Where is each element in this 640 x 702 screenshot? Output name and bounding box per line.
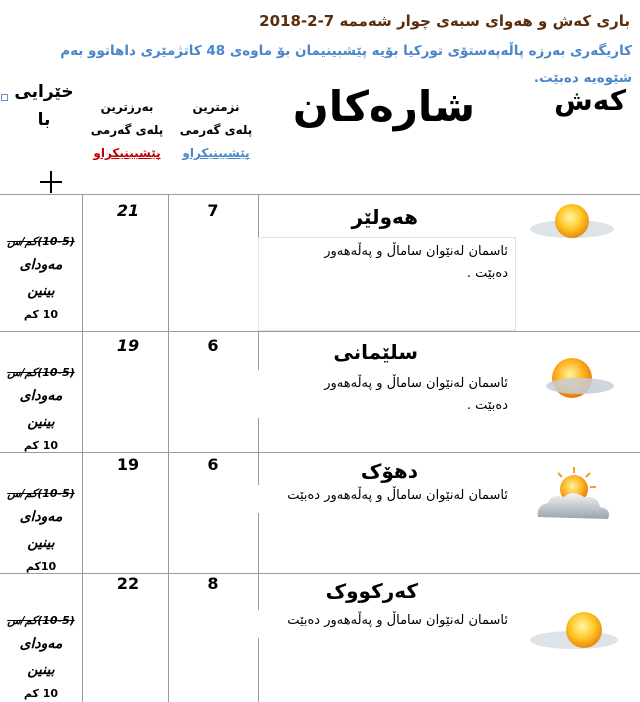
visibility-distance: 10 کم (23, 439, 59, 452)
city-name: سلێمانی (333, 340, 418, 364)
column-header-max-temp (88, 96, 166, 165)
description-line1: ئاسمان لەنێوان ساماڵ و پەڵەهەور (324, 376, 508, 391)
max-temp-value: 19 (116, 455, 140, 474)
weather-description (258, 370, 516, 418)
column-header-min-temp (178, 96, 254, 165)
visibility-label1: مەودای (19, 636, 63, 652)
row-divider (0, 194, 640, 195)
partly-cloudy-icon (528, 465, 620, 529)
visibility-distance: 10 کم (23, 308, 59, 321)
visibility-label2: بینین (27, 283, 55, 299)
wind-visibility (2, 614, 80, 700)
wind-visibility (2, 366, 80, 452)
weather-description (258, 610, 516, 638)
min-temp-value: 6 (207, 455, 219, 474)
row-divider (0, 573, 640, 574)
column-header-cities: شارەکان (292, 82, 475, 131)
min-temp-value: 7 (207, 201, 219, 220)
wind-range: (10-5)کم/س (7, 235, 75, 248)
row-divider (0, 452, 640, 453)
visibility-label1: مەودای (19, 388, 63, 404)
max-temp-value: 19 (116, 336, 140, 355)
wind-visibility (2, 235, 80, 321)
wind-line2: با (37, 110, 51, 130)
description-line2: دەبێت . (466, 398, 508, 413)
visibility-label2: بینین (27, 535, 55, 551)
plus-icon[interactable] (40, 171, 62, 193)
sun-haze-icon (530, 352, 620, 408)
min-temp-value: 8 (207, 574, 219, 593)
wind-range: (10-5)کم/س (7, 487, 75, 500)
min-temp-line3: پێشبینیکراو (182, 146, 250, 160)
city-name: دهۆک (360, 459, 418, 483)
column-header-wind (6, 78, 82, 134)
wind-visibility (2, 487, 80, 573)
min-temp-line1: نزمترین (192, 100, 240, 114)
page-subtitle: کاریگەری بەرزە پاڵەپەستۆی تورکیا بۆیە پێشبینیمان بۆ ماوەی 48 کاتژمێری داهاتوو بەم شێوەیە دەبێت. (60, 43, 632, 86)
wind-range: (10-5)کم/س (7, 366, 75, 379)
city-name: هەولێر (351, 205, 418, 229)
page-title: باری کەش و هەوای سبەی چوار شەممە 7-2-2018 (259, 12, 630, 30)
sun-icon (524, 197, 620, 247)
visibility-label2: بینین (27, 414, 55, 430)
max-temp-line2: پلەی گەرمی (90, 123, 164, 137)
city-name: کەرکووک (325, 579, 418, 603)
visibility-label1: مەودای (19, 257, 63, 273)
description-line1: ئاسمان لەنێوان ساماڵ و پەڵەهەور دەبێت (287, 613, 508, 628)
max-temp-value: 21 (116, 201, 140, 220)
max-temp-line3: پێشبینیکراو (93, 146, 161, 160)
visibility-distance: 10 کم (23, 687, 59, 700)
description-line2: دەبێت . (466, 266, 508, 281)
column-divider (168, 194, 169, 702)
weather-description (258, 485, 516, 513)
wind-line1: خێرایی (14, 82, 74, 102)
min-temp-value: 6 (207, 336, 219, 355)
min-temp-line2: پلەی گەرمی (179, 123, 253, 137)
weather-description (258, 237, 516, 331)
visibility-label1: مەودای (19, 509, 63, 525)
max-temp-line1: بەرزترین (100, 100, 154, 114)
column-header-weather: کەش (554, 84, 626, 117)
description-line1: ئاسمان لەنێوان ساماڵ و پەڵەهەور دەبێت (287, 488, 508, 503)
wind-range: (10-5)کم/س (7, 614, 75, 627)
max-temp-value: 22 (116, 574, 140, 593)
column-divider (82, 194, 83, 702)
sun-icon (526, 608, 620, 660)
visibility-distance: 10کم (25, 560, 57, 573)
row-divider (0, 331, 640, 332)
visibility-label2: بینین (27, 662, 55, 678)
description-line1: ئاسمان لەنێوان ساماڵ و پەڵەهەور (324, 244, 508, 259)
